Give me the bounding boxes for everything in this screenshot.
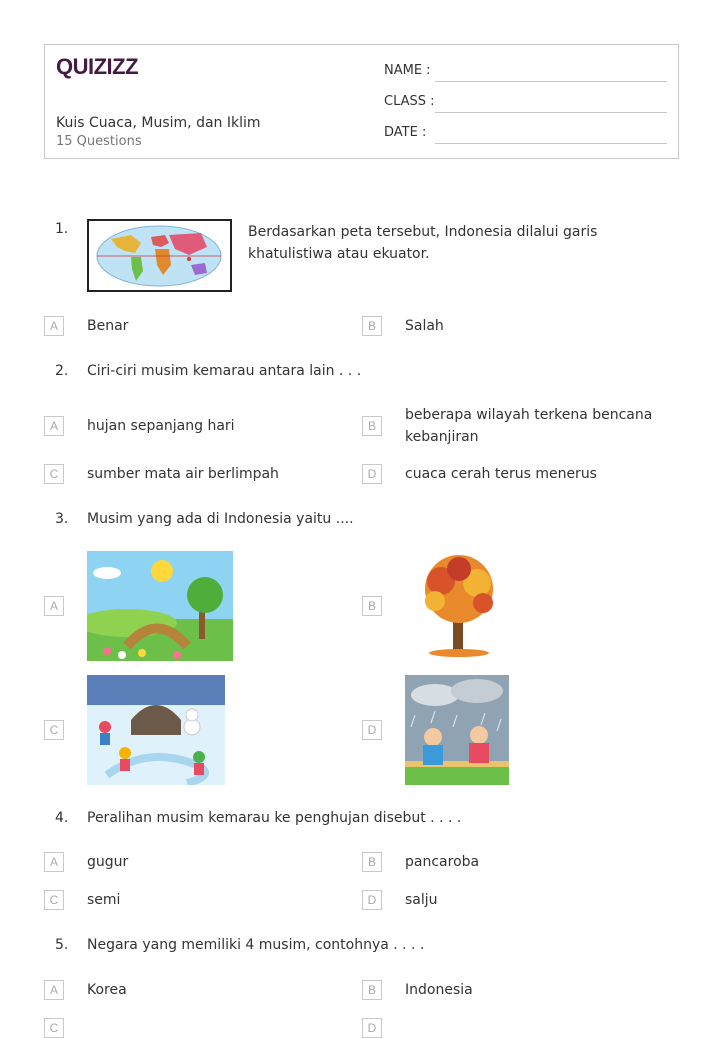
option-text[interactable]: Korea — [87, 982, 127, 998]
question-count: 15 Questions — [56, 134, 142, 149]
option-letter-c[interactable]: C — [44, 1018, 64, 1038]
date-line[interactable] — [435, 143, 667, 144]
option-letter-c[interactable]: C — [44, 720, 64, 740]
option-letter-b[interactable]: B — [362, 852, 382, 872]
option-letter-a[interactable]: A — [44, 852, 64, 872]
option-letter-d[interactable]: D — [362, 890, 382, 910]
option-text[interactable]: Indonesia — [405, 982, 473, 998]
rainy-scene-image[interactable] — [405, 675, 509, 785]
option-text[interactable]: salju — [405, 892, 438, 908]
question-number: 3. — [55, 511, 69, 527]
option-text[interactable]: sumber mata air berlimpah — [87, 466, 279, 482]
question-text: Ciri-ciri musim kemarau antara lain . . . — [87, 363, 362, 379]
date-label: DATE : — [384, 125, 427, 140]
question-number: 2. — [55, 363, 69, 379]
option-text[interactable]: Benar — [87, 318, 129, 334]
option-letter-b[interactable]: B — [362, 416, 382, 436]
question-text: Negara yang memiliki 4 musim, contohnya . . . . — [87, 937, 425, 953]
option-letter-c[interactable]: C — [44, 890, 64, 910]
class-label: CLASS : — [384, 94, 435, 109]
world-map-image — [87, 219, 232, 292]
question-text: Berdasarkan peta tersebut, Indonesia dilalui garis khatulistiwa atau ekuator. — [248, 224, 598, 262]
option-letter-b[interactable]: B — [362, 980, 382, 1000]
question-number: 1. — [55, 221, 69, 237]
option-text[interactable]: Salah — [405, 318, 444, 334]
option-text[interactable]: beberapa wilayah terkena bencana kebanjiran — [405, 407, 653, 445]
autumn-tree-image[interactable] — [405, 551, 513, 661]
option-letter-d[interactable]: D — [362, 1018, 382, 1038]
question-number: 5. — [55, 937, 69, 953]
option-letter-a[interactable]: A — [44, 596, 64, 616]
option-letter-c[interactable]: C — [44, 464, 64, 484]
option-text[interactable]: pancaroba — [405, 854, 480, 870]
option-letter-a[interactable]: A — [44, 416, 64, 436]
option-text[interactable]: gugur — [87, 854, 129, 870]
question-text: Peralihan musim kemarau ke penghujan disebut . . . . — [87, 810, 462, 826]
winter-scene-image[interactable] — [87, 675, 225, 785]
question-text: Musim yang ada di Indonesia yaitu .... — [87, 511, 354, 527]
question-number: 4. — [55, 810, 69, 826]
option-text[interactable]: cuaca cerah terus menerus — [405, 466, 597, 482]
option-letter-b[interactable]: B — [362, 316, 382, 336]
class-line[interactable] — [435, 112, 667, 113]
name-line[interactable] — [435, 81, 667, 82]
quizizz-logo: QUIZIZZ — [56, 54, 139, 79]
spring-scene-image[interactable] — [87, 551, 233, 661]
option-letter-d[interactable]: D — [362, 720, 382, 740]
quiz-title: Kuis Cuaca, Musim, dan Iklim — [56, 115, 261, 131]
option-letter-b[interactable]: B — [362, 596, 382, 616]
worksheet-header — [44, 44, 679, 159]
option-letter-a[interactable]: A — [44, 316, 64, 336]
option-text[interactable]: hujan sepanjang hari — [87, 418, 235, 434]
name-label: NAME : — [384, 63, 431, 78]
option-letter-a[interactable]: A — [44, 980, 64, 1000]
option-letter-d[interactable]: D — [362, 464, 382, 484]
option-text[interactable]: semi — [87, 892, 121, 908]
